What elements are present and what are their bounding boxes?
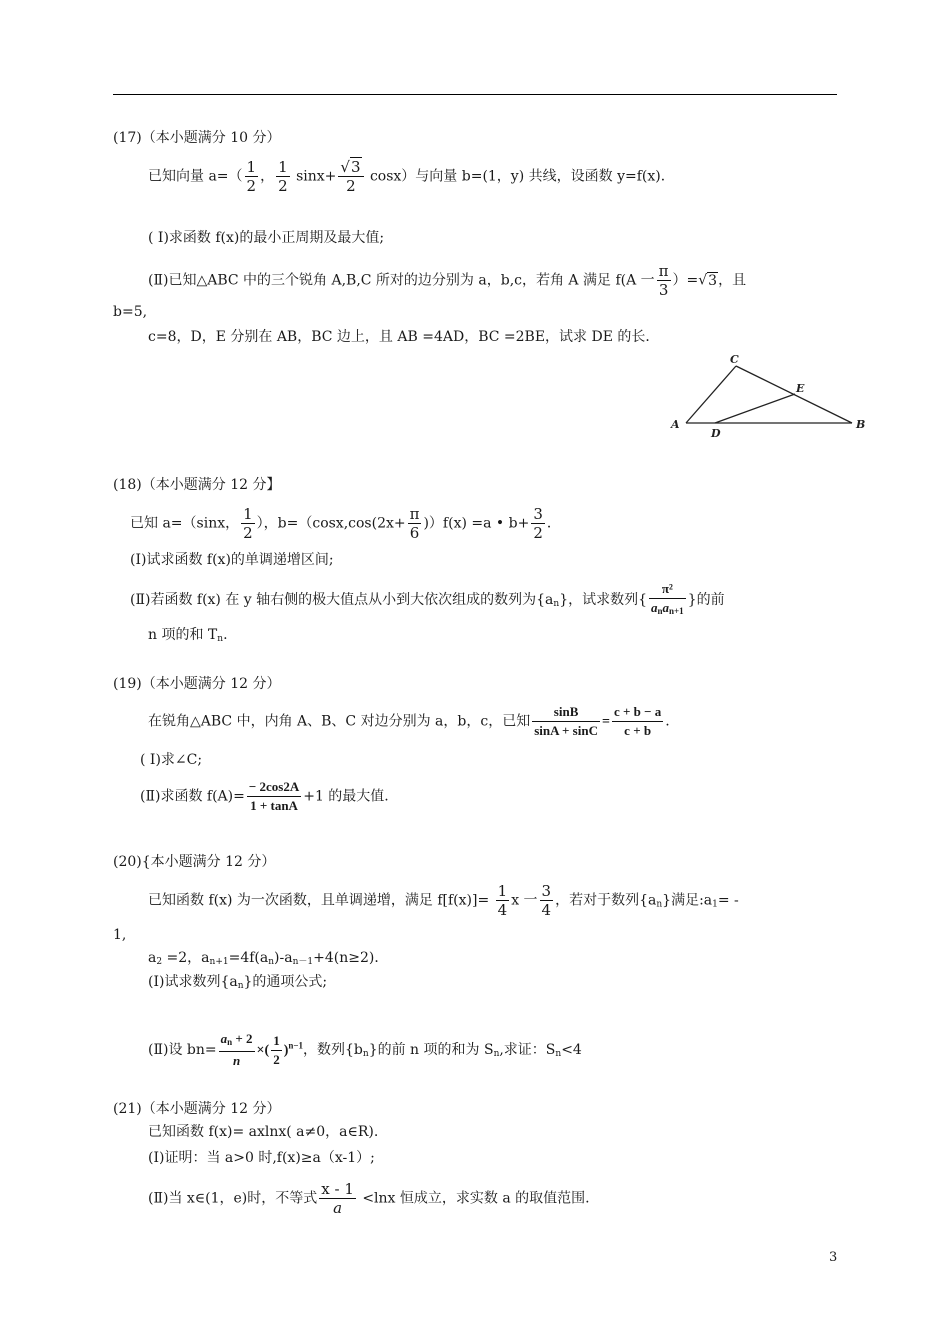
q18-part2: (Ⅱ)若函数 f(x) 在 y 轴右侧的极大值点从小到大依次组成的数列为$\{a_n\}$，试求数列{ $\frac{\text{π²}}{a_na_{n+1}}$ }的前 xyxy=(130,580,725,620)
q19-part1: ( Ⅰ)求∠C; xyxy=(140,752,203,768)
q20-frac2: $\frac{3}{4}$ xyxy=(541,882,552,919)
q17-line1 xyxy=(148,158,675,195)
label-E: E xyxy=(796,382,805,395)
q17-text-c: sinx+ xyxy=(291,168,337,185)
q17-frac1: $\frac{1}{2}$ xyxy=(246,158,257,195)
q20-frac1: $\frac{1}{4}$ xyxy=(497,882,508,919)
q17-part2: (Ⅱ)已知△ABC 中的三个锐角 A,B,C 所对的边分别为 a，b,c，若角 A 满足 f(A 一 $\frac{\pi}{3}$ ）=√3，且 xyxy=(148,262,747,299)
q17-text-d: cosx）与向量 b=(1，y) 共线，设函数 y=f(x)． xyxy=(365,168,675,185)
q17-part2-c: c=8，D，E 分别在 AB，BC 边上，且 AB =4AD，BC =2BE，试求 DE 的长． xyxy=(148,329,660,345)
q17-part1: ( Ⅰ)求函数 f(x)的最小正周期及最大值; xyxy=(148,230,385,246)
q18-frac1: $\frac{1}{2}$ xyxy=(243,505,253,542)
q20-part2-frac2: $\frac{1}{2}$ xyxy=(273,1032,280,1067)
q17-part2-b: b=5, xyxy=(113,304,148,320)
q17-part2-frac: $\frac{\pi}{3}$ xyxy=(658,262,669,299)
q20-line1-b: 1, xyxy=(113,927,127,943)
q17-header: (17)（本小题满分 10 分） xyxy=(113,130,281,146)
label-B: B xyxy=(856,418,866,431)
q19-line1: 在锐角△ABC 中，内角 A、B、C 对边分别为 a，b，c，已知 $\frac{\sin B}{\sin A + \sin C}$ = $\frac{c + b - a}{c + b}$ . xyxy=(148,704,670,738)
q20-part2-frac1: $\frac{a_n + 2}{n}$ xyxy=(220,1031,253,1068)
q18-line1: 已知 a=（sinx， $\frac{1}{2}$ ），b=（cosx,cos(2x+ $\frac{\pi}{6}$ )）f(x) =a • b+ $\frac{3}{2}$ ． xyxy=(130,505,561,542)
q20-line1: 已知函数 f(x) 为一次函数，且单调递增，满足 f[f(x)]= $\frac{1}{4}$ x 一 $\frac{3}{4}$ ，若对于数列$\{a_n\}$满足$:a_1=$ - xyxy=(148,882,739,919)
q21-part2-frac: $\frac{x - 1}{a}$ xyxy=(321,1180,354,1217)
q17-text-b: ， xyxy=(260,168,275,185)
q18-part2-b: n 项的和 $T_n$. xyxy=(148,627,228,644)
q19-header: (19)（本小题满分 12 分） xyxy=(113,676,281,692)
q20-part1: (Ⅰ)试求数列$\{a_n\}$的通项公式; xyxy=(148,974,328,991)
q19-part2: (Ⅱ)求函数 f(A)= $\frac{- 2\cos 2A}{1 + \tan A}$ +1 的最大值. xyxy=(140,779,389,813)
q20-line2: $a_2 =2$，$a_{n+1}=4f(a_n)-a_{n-1}+4(n\ge 2)$． xyxy=(148,950,389,967)
label-A: A xyxy=(671,418,680,431)
q19-frac2: $\frac{c + b - a}{c + b}$ xyxy=(613,704,662,738)
q21-header: (21)（本小题满分 12 分） xyxy=(113,1101,281,1117)
q20-header: (20){本小题满分 12 分） xyxy=(113,854,276,870)
q18-frac3: $\frac{3}{2}$ xyxy=(533,505,543,542)
page-number: 3 xyxy=(829,1250,838,1265)
q20-part2: (Ⅱ)设 bn= $\frac{a_n + 2}{n}$ ×( $\frac{1}{2}$ )$^{n-1}$，数列$\{b_n\}$的前 n 项的和为 $S_n$,求证：$S_n<4$ xyxy=(148,1031,582,1068)
q17-frac3: $\frac{√3}{2}$ xyxy=(338,158,363,195)
label-C: C xyxy=(730,353,739,366)
q18-frac2: $\frac{\pi}{6}$ xyxy=(409,505,420,542)
q19-part2-frac: $\frac{- 2\cos 2A}{1 + \tan A}$ xyxy=(248,779,300,813)
label-D: D xyxy=(711,427,721,440)
q21-part1: (Ⅰ)证明：当 a>0 时,f(x)≥a（x-1）; xyxy=(148,1150,375,1166)
q21-line1: 已知函数 f(x)= axlnx( a≠0，a∈R). xyxy=(148,1124,379,1140)
q19-frac1: $\frac{\sin B}{\sin A + \sin C}$ xyxy=(534,704,598,738)
q18-part2-frac: $\frac{\text{π²}}{a_na_{n+1}}$ xyxy=(651,581,684,616)
q21-part2: (Ⅱ)当 x∈(1，e)时，不等式 $\frac{x - 1}{a}$ <lnx 恒成立，求实数 a 的取值范围. xyxy=(148,1180,590,1217)
header-rule xyxy=(113,94,837,95)
q18-header: (18)（本小题满分 12 分】 xyxy=(113,477,281,493)
q17-frac2: $\frac{1}{2}$ xyxy=(278,158,288,195)
q18-part1: (Ⅰ)试求函数 f(x)的单调递增区间; xyxy=(130,552,334,568)
triangle-figure xyxy=(668,350,888,440)
q17-text-a: 已知向量 a=（ xyxy=(148,168,243,185)
